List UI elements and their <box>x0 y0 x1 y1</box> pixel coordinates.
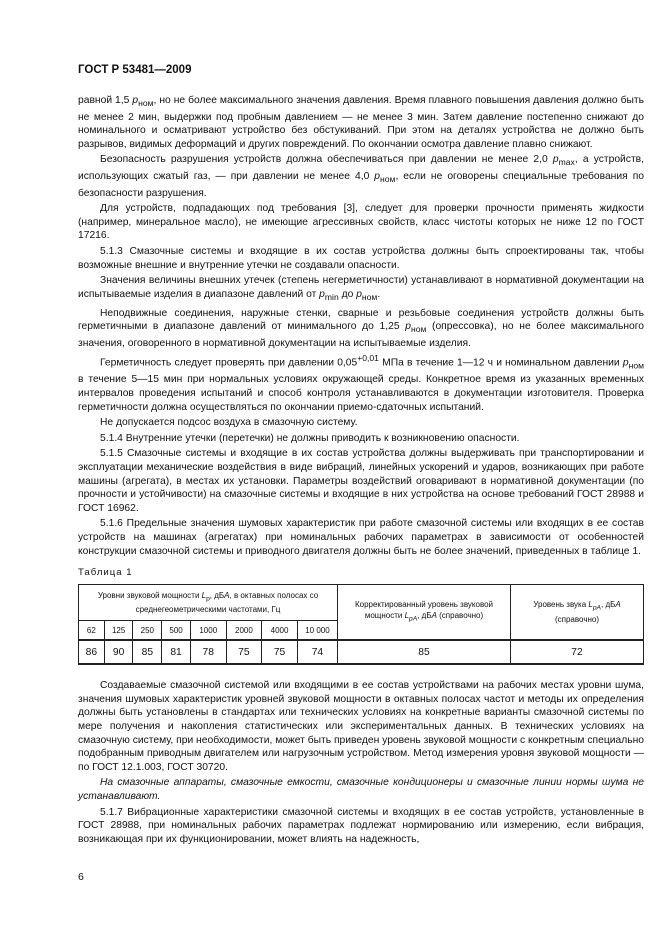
frequency-cell: 62 <box>79 621 105 641</box>
values-row <box>79 640 644 664</box>
frequency-cell: 4000 <box>262 621 298 641</box>
value-cell: 86 <box>79 640 105 664</box>
noise-table <box>78 584 644 666</box>
paragraph: 5.1.3 Смазочные системы и входящие в их состав устройства должны быть спроектированы так, чтобы возможные внешние и внутренние утечки не создавали опасности. <box>78 246 644 271</box>
frequency-cell: 2000 <box>226 621 262 641</box>
frequency-cell: 1000 <box>190 621 226 641</box>
paragraph: Неподвижные соединения, наружные стенки, сварные и резьбовые соединения устройств должны быть герметичными в диапазоне давлений от минимального до 1,25 $p_{ном}$ (опрессовка), но не более максимального значения, оговоренного в нормативной документации на испытываемые изделия. <box>78 307 644 349</box>
paragraph: Не допускается подсос воздуха в смазочную систему. <box>100 417 358 429</box>
value-cell: 78 <box>190 640 226 664</box>
value-cell: 90 <box>104 640 133 664</box>
document-body <box>78 94 644 848</box>
paragraph: Создаваемые смазочной системой или входящими в ее состав устройствами на рабочих местах уровни шума, значения шумовых характеристик уровней звуковой мощности в октавных полосах частот и методы их определения должны быть установлены в стандартах или технических условиях на конкретные варианты смазочной системы по мере получения и накопления статистических или экспериментальных данных. В технических условиях на смазочную систему, при необходимости, может быть приведен уровень звуковой мощности с конкретным специально подобранным приводным двигателем или нагрузочным устройством. Метод измерения уровня звуковой мощности — по ГОСТ 12.1.003, ГОСТ 30720. <box>78 680 644 773</box>
table-caption: Таблица 1 <box>78 567 133 579</box>
value-cell: 74 <box>297 640 337 664</box>
paragraph: Для устройств, подпадающих под требования [3], следует для проверки прочности применять жидкости (например, минеральное масло), не имеющие агрессивных свойств, класс чистоты которых не ниже 12 по ГОСТ 17216. <box>78 203 644 242</box>
paragraph: Значения величины внешних утечек (степень негерметичности) устанавливают в нормативной документации на испытываемые изделия в диапазоне давлений от $p_{min}$ до $p_{ном}$. <box>78 275 644 302</box>
sound-value-cell: 72 <box>511 640 644 664</box>
page-header: ГОСТ Р 53481—2009 <box>78 64 192 76</box>
paragraph: Герметичность следует проверять при давлении $0,05^{+0,01}$ МПа в течение 1—12 ч и номинальном давлении $p_{ном}$ в течение 5—15 мин при нормальных условиях окружающей среды. Конкретное время из указанных временных интервалов проведения испытаний и способ контроля устанавливаются в документации изготовителя. Проверка герметичности должна осуществляться по окончании приемо-сдаточных испытаний. <box>78 353 644 413</box>
header-corrected-level: Корректированный уровень звуковой мощности $L_{pА}$, дБА (справочно) <box>338 584 511 640</box>
page-number: 6 <box>78 871 84 883</box>
paragraph: 5.1.6 Предельные значения шумовых характеристик при работе смазочной системы или входящих в ее состав устройств на машинах (агрегатах) при номинальных рабочих параметрах в зависимости от особенностей конструкции смазочной системы и приводного двигателя должны быть не более значений, приведенных в таблице 1. <box>78 518 644 557</box>
header-sound-level: Уровень звука $L_{pА}$, дБА (справочно) <box>511 584 644 640</box>
paragraph: 5.1.7 Вибрационные характеристики смазочной системы и входящих в ее состав устройств, установленные в ГОСТ 28988, при номинальных рабочих параметрах подлежат нормированию или измерению, если вибрация, возникающая при их функционировании, может влиять на надежность, <box>78 806 644 845</box>
value-cell: 75 <box>262 640 298 664</box>
paragraphs-after-table <box>78 679 644 846</box>
paragraph: 5.1.5 Смазочные системы и входящие в их состав устройства должны выдерживать при транспортировании и эксплуатации механические воздействия в виде вибраций, линейных ускорений и ударов, возникающих при работе машины (агрегата), в местах их установки. Параметры воздействий оговаривают в нормативной документации (по прочности и устойчивости) на смазочные системы и входящие в них устройства на основе требований ГОСТ 28988 и ГОСТ 16962. <box>78 448 644 514</box>
header-sound-power-levels: Уровни звуковой мощности $L_p$, дБА, в октавных полосах со среднегеометрическими частотами, Гц <box>79 584 338 621</box>
paragraphs-before-table <box>78 94 644 558</box>
value-cell: 85 <box>133 640 162 664</box>
paragraph: 5.1.4 Внутренние утечки (перетечки) не должны приводить к возникновению опасности. <box>100 432 520 444</box>
paragraph: Безопасность разрушения устройств должна обеспечиваться при давлении не менее 2,0 $p_{max}$, а устройств, использующих сжатый газ, — при давлении не менее 4,0 $p_{ном}$, если не оговорены специальные требования по безопасности разрушения. <box>78 154 645 199</box>
corrected-value-cell: 85 <box>338 640 511 664</box>
value-cell: 75 <box>226 640 262 664</box>
frequency-cell: 125 <box>104 621 133 641</box>
paragraph: На смазочные аппараты, смазочные емкости, смазочные кондиционеры и смазочные линии нормы шума не устанавливают. <box>78 777 644 803</box>
value-cell: 81 <box>162 640 191 664</box>
paragraph: равной 1,5 $p_{ном}$, но не более максимального значения давления. Время плавного повышения давления должно быть не менее 2 мин, выдержки под пробным давлением — не менее 3 мин. Затем давление постепенно снижают до номинального и осматривают устройство без обстукиваний. При этом на деталях устройства не должно быть разрывов, видимых деформаций и других повреждений. По окончании осмотра давление плавно снижают. <box>78 95 644 150</box>
frequency-cell: 250 <box>133 621 162 641</box>
frequency-cell: 10 000 <box>297 621 337 641</box>
frequency-cell: 500 <box>162 621 191 641</box>
